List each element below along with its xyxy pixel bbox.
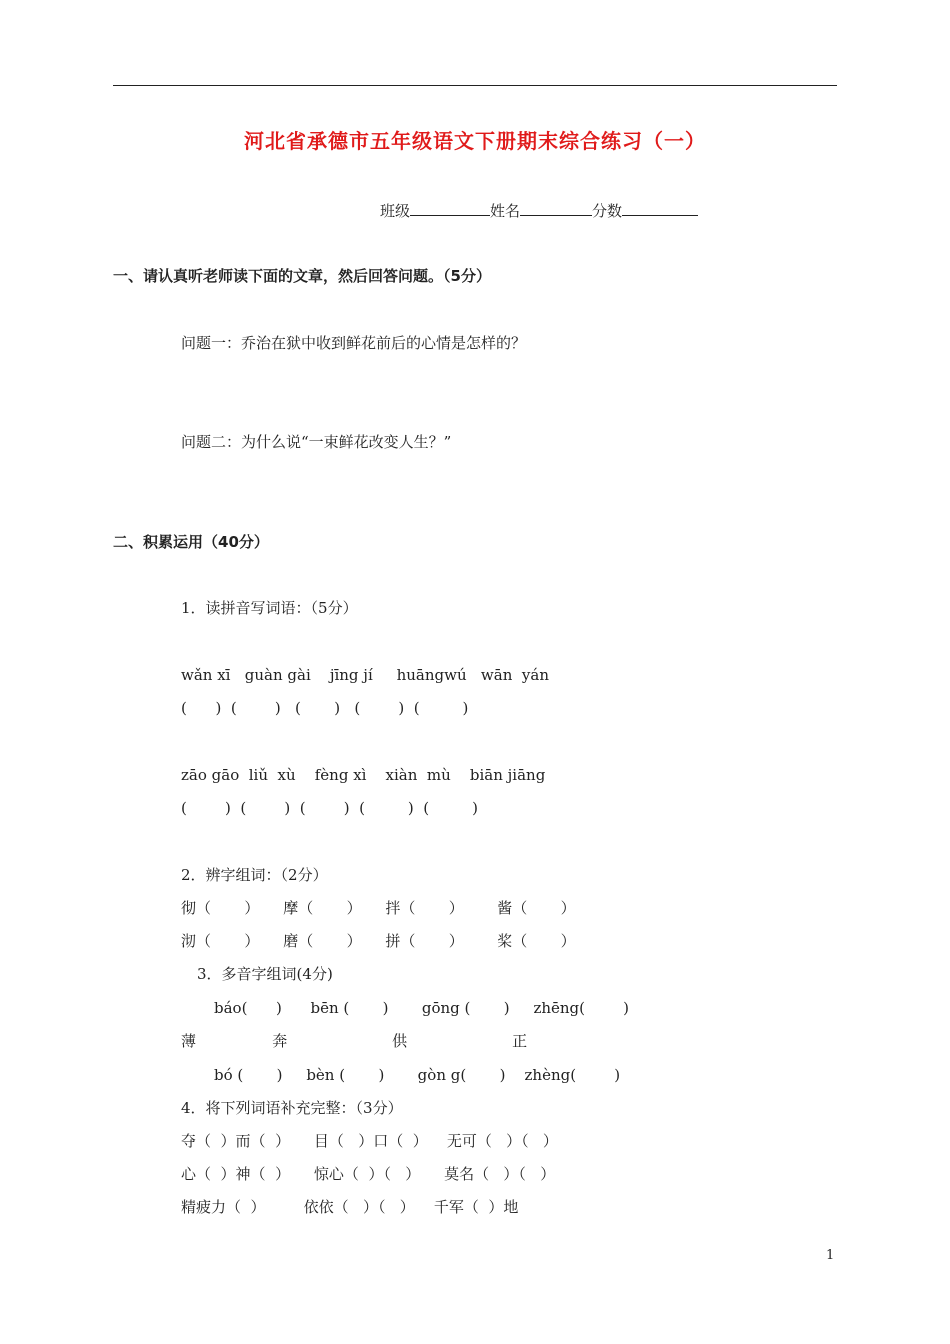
item1-brackets-row-1[interactable]: ( ) ( ) ( ) ( ) ( ) <box>181 699 469 717</box>
item4-title: 4．将下列词语补充完整：（3分） <box>181 1099 403 1117</box>
section1-question-1: 问题一：乔治在狱中收到鲜花前后的心情是怎样的？ <box>181 334 527 352</box>
class-label: 班级 <box>380 202 411 220</box>
item1-pinyin-row-1: wǎn xī guàn gài jīng jí huāngwú wān yán <box>181 666 549 684</box>
item1-brackets-row-2[interactable]: ( ) ( ) ( ) ( ) ( ) <box>181 799 478 817</box>
item2-title: 2．辨字组词：（2分） <box>181 866 328 884</box>
header-rule <box>113 85 837 86</box>
item2-row-1[interactable]: 彻（ ） 摩（ ） 拌（ ） 酱（ ） <box>181 899 576 917</box>
name-label: 姓名 <box>490 202 521 220</box>
item2-row-2[interactable]: 沏（ ） 磨（ ） 拼（ ） 桨（ ） <box>181 932 576 950</box>
class-blank[interactable] <box>410 199 490 216</box>
item4-row-2[interactable]: 心（ ）神（ ） 惊心（ ）（ ） 莫名（ ）（ ） <box>181 1165 556 1183</box>
item1-pinyin-row-2: zāo gāo liǔ xù fèng xì xiàn mù biān jiāng <box>181 766 546 784</box>
item1-title: 1．读拼音写词语：（5分） <box>181 599 358 617</box>
score-blank[interactable] <box>622 199 698 216</box>
item4-row-3[interactable]: 精疲力（ ） 依依（ ）（ ） 千军（ ）地 <box>181 1198 519 1216</box>
item3-title: 3．多音字组词(4分) <box>197 965 333 983</box>
item3-row-1[interactable]: báo( ) bēn ( ) gōng ( ) zhēng( ) <box>214 999 629 1017</box>
item4-row-1[interactable]: 夺（ ）而（ ） 目（ ）口（ ） 无可（ ）（ ） <box>181 1132 558 1150</box>
item3-row-2: 薄 奔 供 正 <box>181 1032 528 1050</box>
section1-question-2: 问题二：为什么说“一束鲜花改变人生？” <box>181 433 452 451</box>
page-number: 1 <box>826 1248 835 1263</box>
score-label: 分数 <box>592 202 623 220</box>
student-info-line <box>380 199 698 221</box>
section2-heading: 二、积累运用（40分） <box>113 533 269 551</box>
section1-heading: 一、请认真听老师读下面的文章，然后回答问题。（5分） <box>113 267 491 285</box>
item3-row-3[interactable]: bó ( ) bèn ( ) gòn g( ) zhèng( ) <box>214 1066 621 1084</box>
name-blank[interactable] <box>520 199 592 216</box>
page-title: 河北省承德市五年级语文下册期末综合练习（一） <box>244 129 706 153</box>
